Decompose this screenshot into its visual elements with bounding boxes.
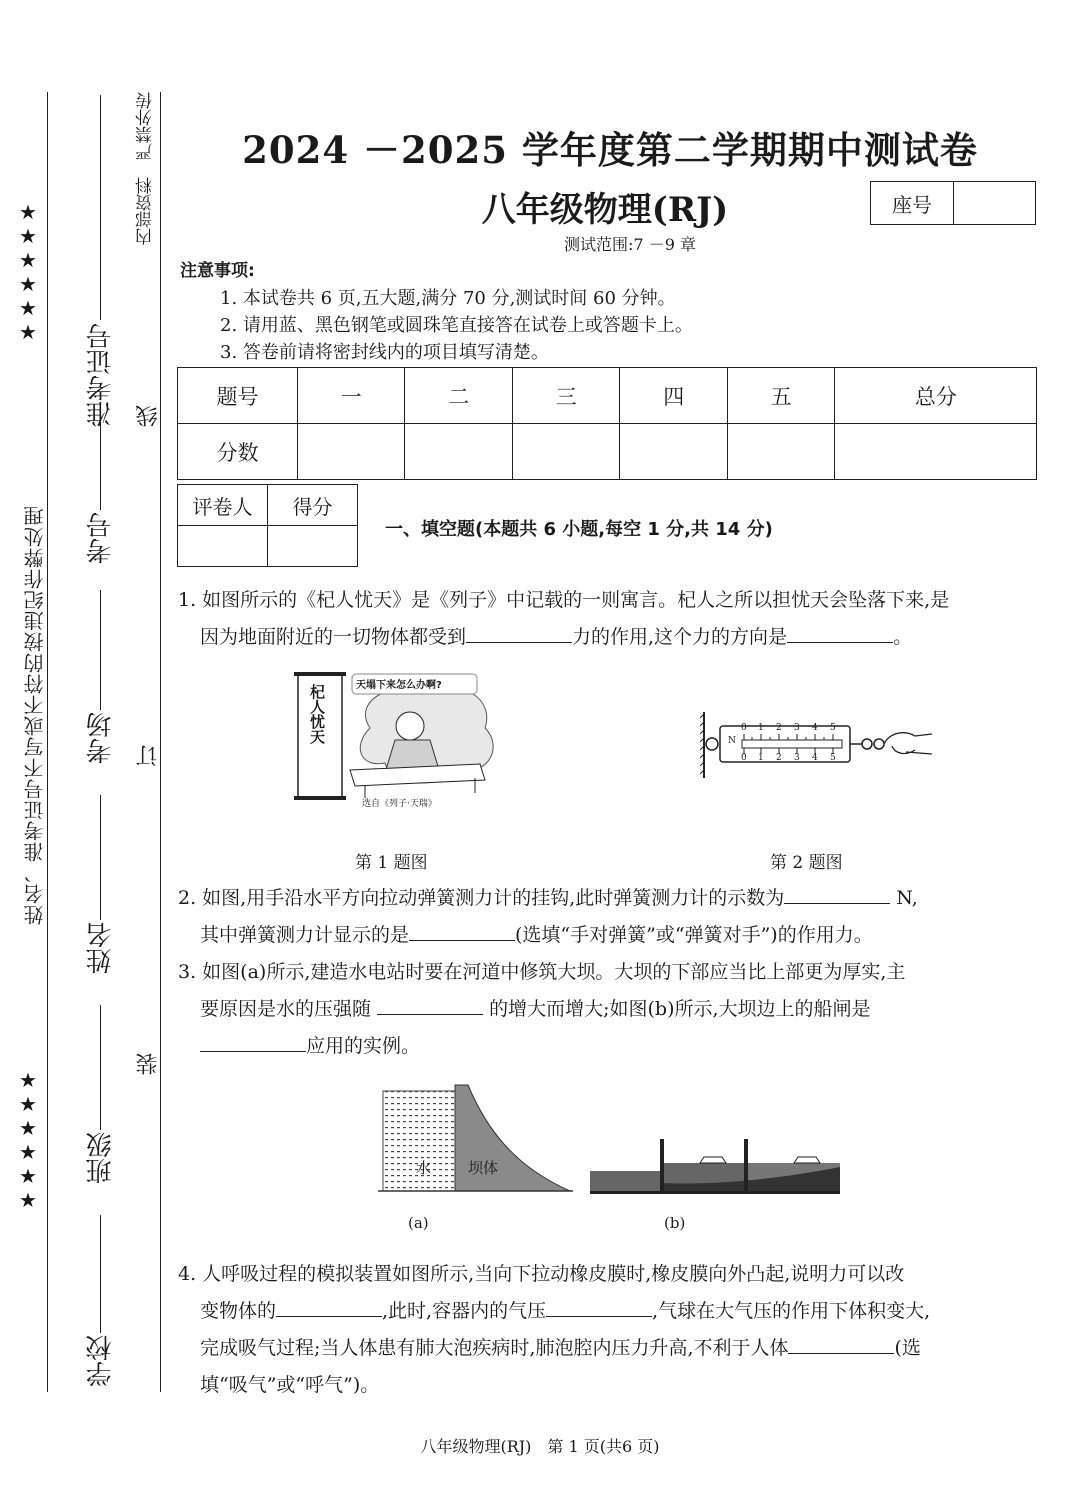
field-school-label: 学校: [86, 1335, 116, 1387]
scale-top-label: 2: [776, 723, 782, 733]
score-table-header-row: [178, 368, 1037, 424]
seal-zhuang: 装: [136, 1053, 161, 1075]
q1-line1: 1. 如图所示的《杞人忧天》是《列子》中记载的一则寓言。杞人之所以担忧天会坠落下来,是: [178, 589, 950, 611]
field-exam-room[interactable]: [80, 590, 120, 775]
notes-title: 注意事项:: [180, 261, 255, 281]
answer-blank[interactable]: [466, 620, 572, 643]
figure-1-caption: 第 1 题图: [355, 853, 428, 873]
score-table-score-row: [178, 424, 1037, 480]
note-item: 3. 答卷前请将密封线内的项目填写清楚。: [220, 342, 549, 363]
figure-3b-ship-lock: [588, 1133, 843, 1195]
field-exam-id-label: 准考证号: [86, 323, 116, 427]
q2-line1: 2. 如图,用手沿水平方向拉动弹簧测力计的挂钩,此时弹簧测力计的示数为 N,: [178, 880, 1040, 917]
figure-2: [700, 710, 935, 780]
scale-top-label: 3: [794, 723, 800, 733]
score-cell[interactable]: [405, 424, 512, 480]
seat-number-input[interactable]: [954, 182, 1035, 224]
score-cell[interactable]: [512, 424, 619, 480]
field-name-label: 姓名: [86, 922, 116, 974]
answer-blank[interactable]: [276, 1294, 382, 1317]
q4-line4: 填“吸气”或“呼气”)。: [200, 1374, 380, 1396]
notes: [180, 258, 693, 366]
field-class[interactable]: [80, 1005, 120, 1195]
q3-line3: 应用的实例。: [178, 1028, 1040, 1065]
figure-2-unit: N: [728, 736, 736, 746]
score-header-cell: 二: [405, 368, 512, 424]
field-name[interactable]: [80, 795, 120, 985]
scale-top-label: 1: [758, 723, 764, 733]
score-label: 得分: [268, 485, 358, 526]
seat-number-box: [870, 181, 1036, 225]
score-cell[interactable]: [835, 424, 1037, 480]
score-header-cell: 总分: [835, 368, 1037, 424]
q4-line3: 完成吸气过程;当人体患有肺大泡疾病时,肺泡腔内压力升高,不利于人体 (选: [178, 1330, 1040, 1367]
answer-blank[interactable]: [787, 620, 893, 643]
section-heading: 一、填空题(本题共 6 小题,每空 1 分,共 14 分): [385, 519, 773, 540]
figure-3b: [588, 1133, 843, 1195]
field-exam-id[interactable]: [80, 95, 120, 427]
answer-blank[interactable]: [784, 881, 890, 904]
figure-3a-caption: (a): [408, 1214, 429, 1232]
answer-blank[interactable]: [409, 918, 515, 941]
page-footer: 八年级物理(RJ) 第 1 页(共6 页): [420, 1437, 660, 1456]
scale-bottom-label: 4: [812, 753, 818, 763]
binding-warning: 姓名、准考证号不写或不符的按违纪作弊处理: [23, 505, 47, 925]
answer-blank[interactable]: [377, 992, 483, 1015]
seat-label: 座号: [871, 182, 954, 224]
q3-line2: 要原因是水的压强随 的增大而增大;如图(b)所示,大坝边上的船闸是: [178, 991, 1040, 1028]
figure-1-bubble: 天塌下来怎么办啊?: [356, 680, 442, 691]
field-school[interactable]: [80, 1215, 120, 1395]
figure-1: [290, 668, 510, 818]
figure-3a-dam: [378, 1083, 573, 1195]
confidential-note: 内部资料 严禁外传: [136, 92, 156, 245]
score-header-cell: 题号: [178, 368, 298, 424]
answer-blank[interactable]: [788, 1331, 894, 1354]
question-4: [178, 1256, 1040, 1404]
figure-3b-caption: (b): [664, 1214, 686, 1232]
grade-score-cell[interactable]: [268, 526, 358, 567]
seal-xian: 线: [136, 405, 161, 427]
q4-line2: 变物体的 ,此时,容器内的气压 ,气球在大气压的作用下体积变大,: [178, 1293, 1040, 1330]
stars-top: ★★★★★★: [16, 200, 40, 344]
answer-blank[interactable]: [200, 1029, 306, 1052]
question-1: [178, 582, 1040, 656]
scale-top-label: 0: [741, 723, 747, 733]
scale-bottom-label: 3: [794, 753, 800, 763]
question-3: [178, 954, 1040, 1065]
scale-bottom-label: 1: [758, 753, 764, 763]
scale-top-label: 5: [830, 723, 836, 733]
grader-table: [177, 484, 358, 567]
note-item: 1. 本试卷共 6 页,五大题,满分 70 分,测试时间 60 分钟。: [220, 288, 676, 309]
exam-title: 2024 －2025 学年度第二学期期中测试卷: [242, 128, 978, 172]
note-item: 2. 请用蓝、黑色钢笔或圆珠笔直接答在试卷上或答题卡上。: [220, 315, 693, 336]
exam-range: 测试范围:7 －9 章: [564, 235, 696, 254]
scale-bottom-label: 0: [741, 753, 747, 763]
grader-cell[interactable]: [178, 526, 268, 567]
scale-bottom-label: 2: [776, 753, 782, 763]
score-header-cell: 五: [727, 368, 834, 424]
score-header-cell: 四: [620, 368, 727, 424]
seal-ding: 订: [136, 745, 161, 767]
field-class-label: 班级: [86, 1132, 116, 1184]
field-exam-no[interactable]: [80, 420, 120, 570]
figure-3a: [378, 1083, 573, 1195]
figure-3a-dam-label: 坝体: [468, 1159, 499, 1177]
q2-line2: 其中弹簧测力计显示的是 (选填“手对弹簧”或“弹簧对手”)的作用力。: [178, 917, 1040, 954]
binding-line-inner: [160, 92, 161, 1392]
figure-1-source: 选自《列子·天瑞》: [362, 799, 437, 809]
scale-top-label: 4: [812, 723, 818, 733]
score-cell[interactable]: [727, 424, 834, 480]
stars-bottom: ★★★★★★: [16, 1068, 40, 1212]
question-2: [178, 880, 1040, 954]
score-header-cell: 一: [298, 368, 405, 424]
score-header-cell: 三: [512, 368, 619, 424]
score-row-label: 分数: [178, 424, 298, 480]
q3-line1: 3. 如图(a)所示,建造水电站时要在河道中修筑大坝。大坝的下部应当比上部更为厚实,主: [178, 961, 906, 983]
score-cell[interactable]: [298, 424, 405, 480]
figure-2-caption: 第 2 题图: [770, 853, 843, 873]
score-table: [177, 367, 1037, 480]
figure-3a-water-label: 水: [416, 1159, 432, 1177]
q4-line1: 4. 人呼吸过程的模拟装置如图所示,当向下拉动橡皮膜时,橡皮膜向外凸起,说明力可以改: [178, 1263, 905, 1285]
exam-subject: 八年级物理(RJ): [481, 190, 729, 230]
figure-1-scroll-text: 杞人忧天: [308, 684, 326, 744]
grader-label: 评卷人: [178, 485, 268, 526]
q1-line2: 因为地面附近的一切物体都受到 力的作用,这个力的方向是 。: [178, 619, 1040, 656]
scale-bottom-label: 5: [830, 753, 836, 763]
field-exam-room-label: 考场: [86, 712, 116, 764]
field-exam-no-label: 考号: [86, 512, 116, 564]
score-cell[interactable]: [620, 424, 727, 480]
answer-blank[interactable]: [546, 1294, 652, 1317]
